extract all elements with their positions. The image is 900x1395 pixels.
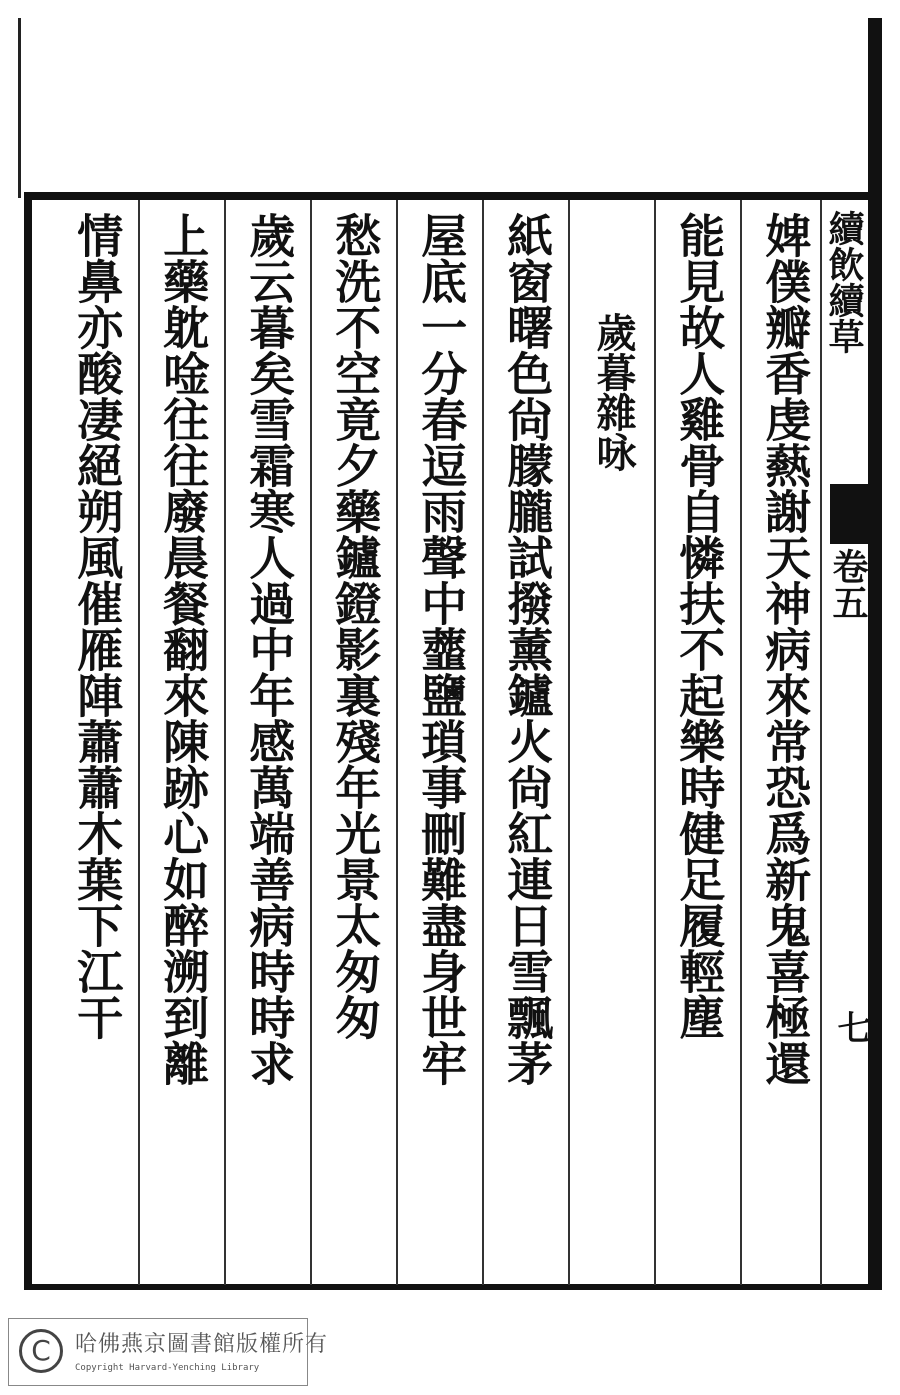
glyph: 茅 — [500, 1040, 555, 1086]
glyph: 病 — [758, 626, 813, 672]
glyph: 雨 — [414, 488, 469, 534]
glyph: 情 — [70, 212, 125, 258]
glyph: 凄 — [70, 396, 125, 442]
margin-volume-label: 卷五 — [827, 548, 869, 620]
glyph: 飄 — [500, 994, 555, 1040]
glyph: 端 — [242, 810, 297, 856]
glyph: 紙 — [500, 212, 555, 258]
glyph: 矣 — [242, 350, 297, 396]
glyph: 牢 — [414, 1040, 469, 1086]
column-divider — [310, 200, 312, 1285]
glyph: 連 — [500, 856, 555, 902]
text-column — [320, 212, 390, 1040]
text-frame-right-edge — [868, 192, 882, 1290]
glyph: 夕 — [328, 442, 383, 488]
glyph: 年 — [242, 672, 297, 718]
glyph: 聲 — [414, 534, 469, 580]
glyph: 瓣 — [758, 304, 813, 350]
glyph: 來 — [758, 672, 813, 718]
glyph: 往 — [156, 396, 211, 442]
glyph: 溯 — [156, 948, 211, 994]
glyph: 風 — [70, 534, 125, 580]
glyph: 色 — [500, 350, 555, 396]
glyph: 晨 — [156, 534, 211, 580]
copyright-stamp — [8, 1318, 329, 1386]
glyph: 藥 — [328, 488, 383, 534]
glyph: 香 — [758, 350, 813, 396]
glyph: 虀 — [414, 626, 469, 672]
glyph: 病 — [242, 902, 297, 948]
copyright-chinese: 哈佛燕京圖書館版權所有 — [75, 1332, 329, 1357]
glyph: 事 — [414, 764, 469, 810]
glyph: 下 — [70, 902, 125, 948]
column-divider — [482, 200, 484, 1285]
glyph: 逗 — [414, 442, 469, 488]
glyph: 雪 — [242, 396, 297, 442]
glyph: 匆 — [328, 948, 383, 994]
glyph: 骨 — [672, 442, 727, 488]
glyph: 憐 — [672, 534, 727, 580]
glyph: 時 — [672, 764, 727, 810]
glyph: 屋 — [414, 212, 469, 258]
glyph: 藥 — [156, 258, 211, 304]
glyph: 萬 — [242, 764, 297, 810]
glyph: 鑪 — [328, 534, 383, 580]
glyph: 到 — [156, 994, 211, 1040]
glyph: 朦 — [500, 442, 555, 488]
glyph: 尙 — [500, 764, 555, 810]
glyph: 唫 — [156, 350, 211, 396]
glyph: 干 — [70, 994, 125, 1040]
column-divider — [568, 200, 570, 1285]
glyph: 喜 — [758, 948, 813, 994]
glyph: 木 — [70, 810, 125, 856]
glyph: 塵 — [672, 994, 727, 1040]
glyph: 雞 — [672, 396, 727, 442]
column-divider — [396, 200, 398, 1285]
glyph: 人 — [242, 534, 297, 580]
glyph: 日 — [500, 902, 555, 948]
glyph: 足 — [672, 856, 727, 902]
glyph: 感 — [242, 718, 297, 764]
glyph: 往 — [156, 442, 211, 488]
fish-tail-mark — [830, 484, 870, 544]
glyph: 見 — [672, 258, 727, 304]
glyph: 年 — [328, 764, 383, 810]
glyph: 自 — [672, 488, 727, 534]
glyph: 雜 — [590, 392, 637, 432]
text-column — [234, 212, 304, 1086]
glyph: 天 — [758, 534, 813, 580]
glyph: 尙 — [500, 396, 555, 442]
margin-book-title: 續飲續草 — [823, 210, 865, 354]
glyph: 葉 — [70, 856, 125, 902]
glyph: 上 — [156, 212, 211, 258]
text-column — [664, 212, 734, 1040]
glyph: 影 — [328, 626, 383, 672]
glyph: 爇 — [758, 442, 813, 488]
glyph: 爲 — [758, 810, 813, 856]
glyph: 中 — [242, 626, 297, 672]
text-column — [750, 212, 820, 1086]
glyph: 不 — [328, 304, 383, 350]
glyph: 離 — [156, 1040, 211, 1086]
glyph: 鑪 — [500, 672, 555, 718]
glyph: 健 — [672, 810, 727, 856]
glyph: 心 — [156, 810, 211, 856]
glyph: 景 — [328, 856, 383, 902]
glyph: 瑣 — [414, 718, 469, 764]
glyph: 竟 — [328, 396, 383, 442]
glyph: 光 — [328, 810, 383, 856]
glyph: 咏 — [590, 432, 637, 472]
glyph: 云 — [242, 258, 297, 304]
glyph: 能 — [672, 212, 727, 258]
text-column — [62, 212, 132, 1040]
glyph: 朧 — [500, 488, 555, 534]
glyph: 曙 — [500, 304, 555, 350]
column-divider — [224, 200, 226, 1285]
column-divider — [654, 200, 656, 1285]
glyph: 世 — [414, 994, 469, 1040]
glyph: 寒 — [242, 488, 297, 534]
glyph: 薰 — [500, 626, 555, 672]
glyph: 中 — [414, 580, 469, 626]
glyph: 撥 — [500, 580, 555, 626]
glyph: 催 — [70, 580, 125, 626]
glyph: 陳 — [156, 718, 211, 764]
glyph: 翻 — [156, 626, 211, 672]
glyph: 鹽 — [414, 672, 469, 718]
glyph: 窗 — [500, 258, 555, 304]
glyph: 太 — [328, 902, 383, 948]
glyph: 洗 — [328, 258, 383, 304]
glyph: 謝 — [758, 488, 813, 534]
glyph: 虔 — [758, 396, 813, 442]
glyph: 殘 — [328, 718, 383, 764]
text-column — [148, 212, 218, 1086]
text-column — [406, 212, 476, 1086]
glyph: 輕 — [672, 948, 727, 994]
glyph: 跡 — [156, 764, 211, 810]
glyph: 僕 — [758, 258, 813, 304]
column-divider — [820, 200, 822, 1285]
glyph: 火 — [500, 718, 555, 764]
glyph: 酸 — [70, 350, 125, 396]
glyph: 履 — [672, 902, 727, 948]
glyph: 樂 — [672, 718, 727, 764]
glyph: 紅 — [500, 810, 555, 856]
glyph: 餐 — [156, 580, 211, 626]
glyph: 霜 — [242, 442, 297, 488]
glyph: 常 — [758, 718, 813, 764]
copyright-english: Copyright Harvard-Yenching Library — [75, 1363, 260, 1373]
glyph: 過 — [242, 580, 297, 626]
glyph: 陣 — [70, 672, 125, 718]
glyph: 裏 — [328, 672, 383, 718]
margin-page-number: 七 — [831, 1010, 871, 1044]
glyph: 空 — [328, 350, 383, 396]
glyph: 躭 — [156, 304, 211, 350]
glyph: 新 — [758, 856, 813, 902]
glyph: 分 — [414, 350, 469, 396]
page-top-left-rule — [18, 18, 21, 198]
glyph: 神 — [758, 580, 813, 626]
glyph: 如 — [156, 856, 211, 902]
poem-title-column — [578, 312, 648, 472]
glyph: 婢 — [758, 212, 813, 258]
glyph: 刪 — [414, 810, 469, 856]
page-top-right-rule — [868, 18, 882, 198]
glyph: 蕭 — [70, 718, 125, 764]
glyph: 春 — [414, 396, 469, 442]
glyph: 雁 — [70, 626, 125, 672]
glyph: 醉 — [156, 902, 211, 948]
glyph: 不 — [672, 626, 727, 672]
glyph: 雪 — [500, 948, 555, 994]
glyph: 蕭 — [70, 764, 125, 810]
text-column — [492, 212, 562, 1086]
glyph: 底 — [414, 258, 469, 304]
glyph: 人 — [672, 350, 727, 396]
glyph: 扶 — [672, 580, 727, 626]
column-divider — [138, 200, 140, 1285]
glyph: 恐 — [758, 764, 813, 810]
glyph: 暮 — [590, 352, 637, 392]
glyph: 善 — [242, 856, 297, 902]
glyph: 故 — [672, 304, 727, 350]
glyph: 暮 — [242, 304, 297, 350]
glyph: 朔 — [70, 488, 125, 534]
glyph: 廢 — [156, 488, 211, 534]
glyph: 絕 — [70, 442, 125, 488]
glyph: 亦 — [70, 304, 125, 350]
glyph: 一 — [414, 304, 469, 350]
glyph: 來 — [156, 672, 211, 718]
glyph: 起 — [672, 672, 727, 718]
glyph: 試 — [500, 534, 555, 580]
glyph: 歲 — [590, 312, 637, 352]
glyph: 身 — [414, 948, 469, 994]
glyph: 時 — [242, 994, 297, 1040]
glyph: 匆 — [328, 994, 383, 1040]
glyph: 鼻 — [70, 258, 125, 304]
glyph: 歲 — [242, 212, 297, 258]
glyph: 愁 — [328, 212, 383, 258]
glyph: 難 — [414, 856, 469, 902]
glyph: 鬼 — [758, 902, 813, 948]
copyright-icon: C — [19, 1329, 63, 1373]
glyph: 求 — [242, 1040, 297, 1086]
glyph: 極 — [758, 994, 813, 1040]
glyph: 鐙 — [328, 580, 383, 626]
column-divider — [740, 200, 742, 1285]
glyph: 江 — [70, 948, 125, 994]
glyph: 還 — [758, 1040, 813, 1086]
glyph: 盡 — [414, 902, 469, 948]
glyph: 時 — [242, 948, 297, 994]
